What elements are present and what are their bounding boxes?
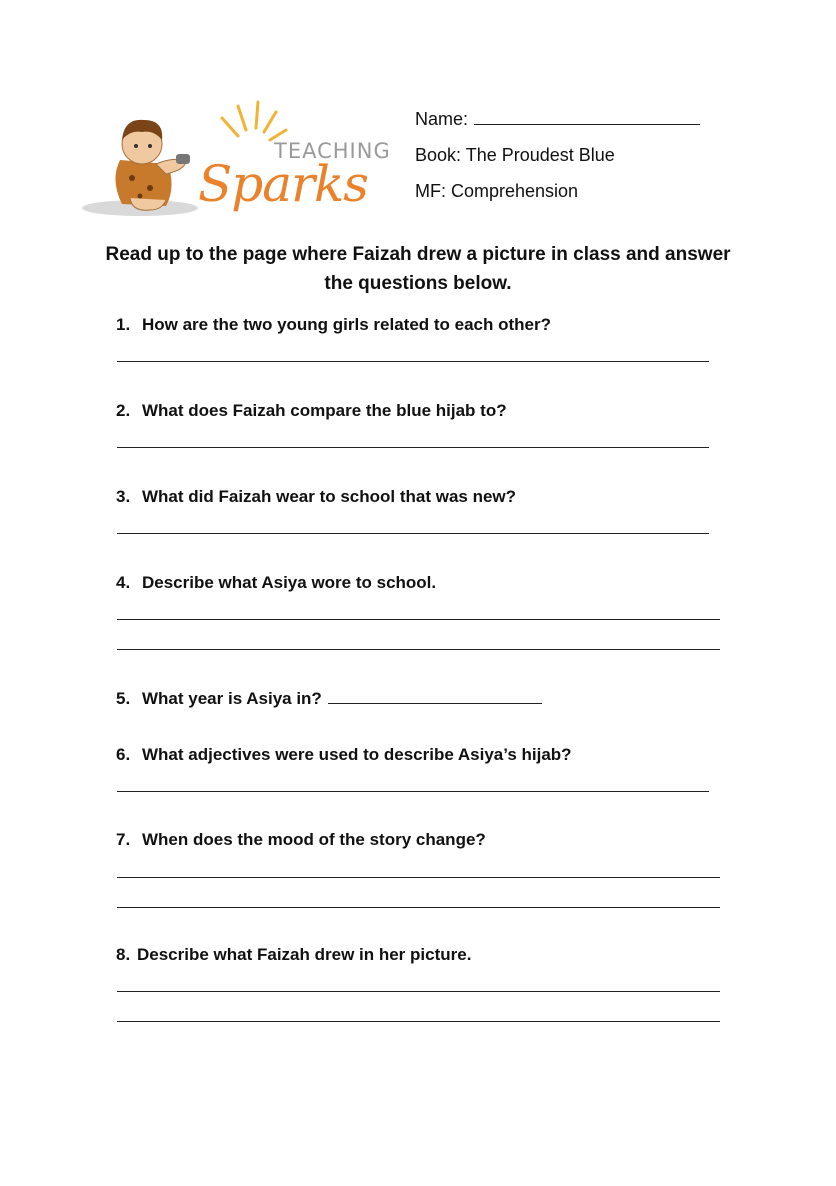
question-8 (116, 945, 471, 965)
book-label: Book: The Proudest Blue (415, 145, 615, 165)
answer-inline-blank[interactable] (328, 687, 542, 704)
question-4 (116, 573, 436, 593)
question-text: What did Faizah wear to school that was new? (142, 487, 517, 506)
answer-line[interactable] (117, 361, 709, 362)
question-number: 2. (116, 401, 131, 420)
name-blank-line[interactable] (474, 106, 700, 125)
question-3 (116, 487, 516, 507)
answer-line[interactable] (117, 619, 720, 620)
answer-line[interactable] (117, 1021, 720, 1022)
logo-teaching-text: TEACHING (274, 139, 391, 163)
teaching-sparks-logo (80, 100, 400, 225)
name-row (415, 106, 700, 142)
question-text: Describe what Asiya wore to school. (142, 573, 437, 592)
question-7 (116, 830, 486, 850)
answer-line[interactable] (117, 533, 709, 534)
question-1 (116, 315, 551, 335)
answer-line[interactable] (117, 447, 709, 448)
question-number: 3. (116, 487, 131, 506)
answer-line[interactable] (117, 907, 720, 908)
question-text: What adjectives were used to describe Asiya’s hijab? (142, 745, 572, 764)
question-number: 5. (116, 689, 131, 708)
question-text: What does Faizah compare the blue hijab to? (142, 401, 507, 420)
answer-line[interactable] (117, 991, 720, 992)
mf-row (415, 178, 700, 214)
question-5 (116, 687, 542, 709)
header-fields (415, 106, 700, 214)
logo-sparks-text: Sparks (198, 155, 368, 213)
question-text: How are the two young girls related to each other? (142, 315, 552, 334)
book-row (415, 142, 700, 178)
question-number: 6. (116, 745, 131, 764)
question-text: Describe what Faizah drew in her picture. (137, 945, 472, 964)
question-number: 1. (116, 315, 131, 334)
answer-line[interactable] (117, 877, 720, 878)
question-number: 8. (116, 945, 131, 964)
question-text: When does the mood of the story change? (142, 830, 486, 849)
question-text: What year is Asiya in? (142, 689, 322, 708)
instructions-heading: Read up to the page where Faizah drew a picture in class and answer the questions below. (105, 244, 731, 294)
question-2 (116, 401, 507, 421)
question-6 (116, 745, 572, 765)
name-label: Name: (415, 109, 469, 129)
mf-label: MF: Comprehension (415, 181, 579, 201)
answer-line[interactable] (117, 649, 720, 650)
question-number: 7. (116, 830, 131, 849)
question-number: 4. (116, 573, 131, 592)
answer-line[interactable] (117, 791, 709, 792)
